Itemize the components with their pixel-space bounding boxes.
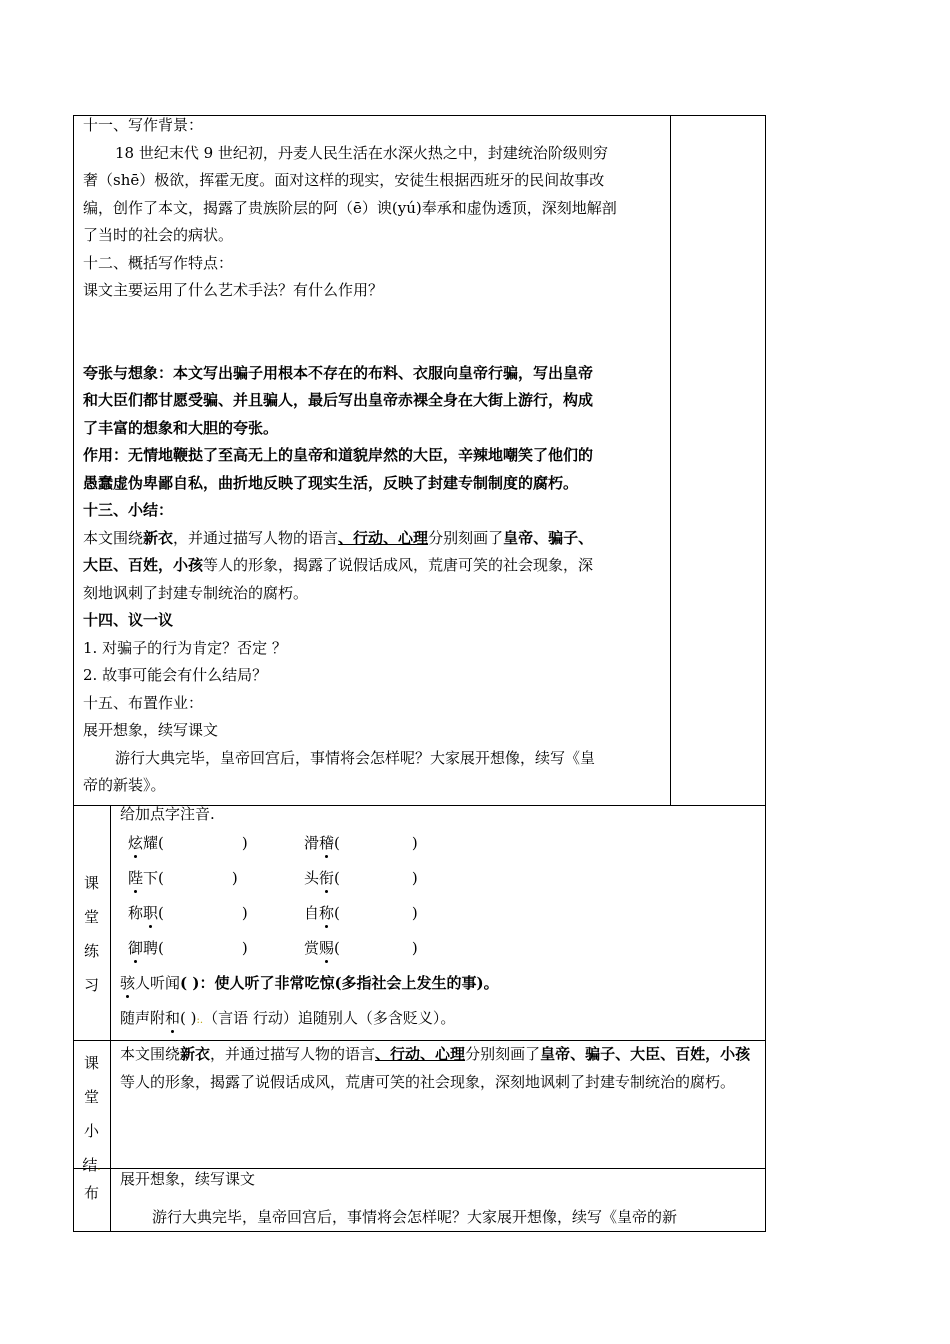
dotted-char: 骇	[120, 974, 136, 992]
keyword-underlined: 、行动、心理	[338, 528, 429, 547]
section12-heading: 十二、概括写作特点：	[83, 253, 234, 272]
pinyin-item-4	[304, 868, 418, 888]
text: 头	[304, 869, 320, 887]
section11-line-2: 奢（shē）极欲，挥霍无度。面对这样的现实，安徒生根据西班牙的民间故事改	[83, 171, 605, 189]
text: )	[231, 869, 238, 887]
dotted-char: 稽	[319, 834, 335, 852]
keyword: 皇帝、骗子、	[503, 528, 594, 547]
dotted-char: 陛	[128, 869, 144, 887]
section11-line-1: 18 世纪末代 9 世纪初，丹麦人民生活在水深火热之中，封建统治阶级则穷	[115, 143, 608, 162]
homework-line-2: 游行大典完毕，皇帝回宫后，事情将会怎样呢？大家展开想像，续写《皇帝的新	[152, 1207, 678, 1226]
practice-instruction: 给加点字注音.	[120, 805, 215, 823]
pinyin-item-1	[128, 833, 248, 853]
keyword: 大臣、百姓，小孩	[83, 556, 204, 574]
keyword: 新衣	[180, 1045, 211, 1063]
text: 滑	[304, 834, 320, 852]
pinyin-item-8	[304, 938, 418, 958]
text: 等人的形象，揭露了说假话成风，荒唐可笑的社会现象，深刻地讽刺了封建专	[120, 1072, 631, 1091]
definition: ：使人听了非常吃惊(多指社会上发生的事)。	[199, 974, 499, 992]
text: (	[334, 904, 340, 922]
section12-effect-1: 作用：无情地鞭挞了至高无上的皇帝和道貌岸然的大臣，辛辣地嘲笑了他们的	[83, 446, 594, 464]
side-char: 习	[83, 976, 99, 994]
section12-answer-3: 了丰富的想象和大胆的夸张。	[83, 418, 279, 437]
text: 随声附	[120, 1009, 166, 1027]
text: 分别刻画了	[428, 528, 504, 547]
text: 耀(	[143, 834, 164, 852]
section13-line-1	[83, 525, 665, 553]
section11-line-3: 编，创作了本文，揭露了贵族阶层的阿（ē）谀(yú)奉承和虚伪透顶，深刻地解剖	[83, 198, 617, 217]
text: 赏	[304, 939, 320, 957]
dotted-char: 衔	[319, 869, 335, 887]
side-char: 小	[83, 1122, 99, 1140]
answer-blank[interactable]: ( )	[180, 1009, 197, 1027]
side-char: 堂	[83, 908, 99, 926]
section15-line-2: 游行大典完毕，皇帝回宫后，事情将会怎样呢？大家展开想像，续写《皇	[115, 748, 596, 767]
homework-line-1: 展开想象，续写课文	[120, 1170, 256, 1188]
section13-line-2	[83, 552, 665, 580]
text: 分别刻画了	[465, 1045, 541, 1063]
keyword-underlined: 、行动、心理	[375, 1045, 466, 1063]
section14-question-2: 2. 故事可能会有什么结局？	[83, 666, 268, 684]
text: )	[411, 869, 418, 887]
text: 称	[128, 904, 144, 922]
pinyin-item-6	[304, 903, 418, 923]
section11-line-4: 了当时的社会的病状。	[83, 226, 234, 244]
side-char: 课	[83, 1054, 99, 1072]
section12-effect-2: 愚蠢虚伪卑鄙自私，曲折地反映了现实生活，反映了封建专制制度的腐朽。	[83, 473, 579, 492]
section15-line-1: 展开想象，续写课文	[83, 721, 219, 739]
table-border-bottom	[73, 1231, 766, 1232]
section15-heading: 十五、布置作业：	[83, 693, 204, 712]
pinyin-item-7	[128, 938, 248, 958]
text: (	[158, 904, 164, 922]
section15-line-3: 帝的新装》。	[83, 776, 166, 794]
mark: .	[97, 1162, 101, 1173]
text: 人听闻	[135, 974, 181, 992]
pinyin-item-3	[128, 868, 238, 888]
text: 下(	[143, 869, 164, 887]
text: 等人的形象，揭露了说假话成风，荒唐可笑的社会现象，深	[203, 556, 594, 574]
text: )	[241, 904, 248, 922]
vocab-item-10	[120, 1008, 455, 1031]
dotted-char: 和	[165, 1009, 181, 1027]
text: (	[334, 869, 340, 887]
dotted-char: 赐	[319, 939, 335, 957]
text: (	[334, 939, 340, 957]
lesson-content	[83, 112, 665, 800]
section12-answer-2: 和大臣们都甘愿受骗、并且骗人，最后写出皇帝赤裸全身在大街上游行，构成	[83, 391, 594, 409]
text: 制统治的腐朽。	[630, 1072, 736, 1091]
summary-text	[120, 1041, 760, 1096]
summary-paragraph	[120, 1041, 760, 1096]
section12-question: 课文主要运用了什么艺术手法？有什么作用？	[83, 281, 384, 299]
summary-side-label	[73, 1046, 110, 1185]
text: (	[334, 834, 340, 852]
keyword: 姓，小孩	[690, 1045, 751, 1063]
dotted-char: 职	[143, 904, 159, 922]
keyword: 皇帝、骗子、大臣、百	[540, 1045, 691, 1063]
text: )	[241, 834, 248, 852]
table-border-right	[765, 115, 766, 1232]
dotted-char: 炫	[128, 834, 144, 852]
pinyin-item-5	[128, 903, 248, 923]
text: )	[411, 939, 418, 957]
section14-question-1: 1. 对骗子的行为肯定？否定 ？	[83, 638, 287, 657]
practice-side-label	[73, 866, 110, 1002]
text: 聘(	[143, 939, 164, 957]
text: )	[411, 904, 418, 922]
dotted-char: 称	[319, 904, 335, 922]
text: 结	[82, 1156, 98, 1174]
section12-answer-1: 夸张与想象：本文写出骗子用根本不存在的布料、衣服向皇帝行骗，写出皇帝	[83, 363, 594, 382]
text: )	[411, 834, 418, 852]
side-char: 练	[83, 942, 99, 960]
pinyin-item-2	[304, 833, 418, 853]
text: 本文围绕	[120, 1045, 181, 1063]
homework-side-label: 布	[83, 1184, 99, 1202]
answer-blank[interactable]: ( )	[180, 974, 200, 992]
label-column-divider	[110, 805, 111, 1232]
side-char: 课	[83, 874, 99, 892]
homework-text	[120, 1166, 760, 1231]
text: )	[241, 939, 248, 957]
text: 本文围绕	[83, 528, 144, 547]
section14-heading: 十四、议一议	[83, 611, 174, 629]
vocab-item-9	[120, 973, 499, 993]
mark: :.	[196, 1015, 204, 1026]
notes-column-divider	[670, 115, 671, 805]
dotted-char: 御	[128, 939, 144, 957]
text: 自	[304, 904, 320, 922]
text: ，并通过描写人物的语言	[210, 1045, 376, 1063]
keyword: 新衣	[143, 528, 174, 547]
section13-line-3: 刻地讽刺了封建专制统治的腐朽。	[83, 583, 309, 602]
section11-heading: 十一、写作背景：	[83, 116, 204, 134]
definition: （言语 行动）追随别人（多含贬义）。	[203, 1009, 456, 1027]
section13-heading: 十三、小结：	[83, 501, 174, 519]
side-char: 堂	[83, 1088, 99, 1106]
text: ，并通过描写人物的语言	[173, 528, 339, 547]
